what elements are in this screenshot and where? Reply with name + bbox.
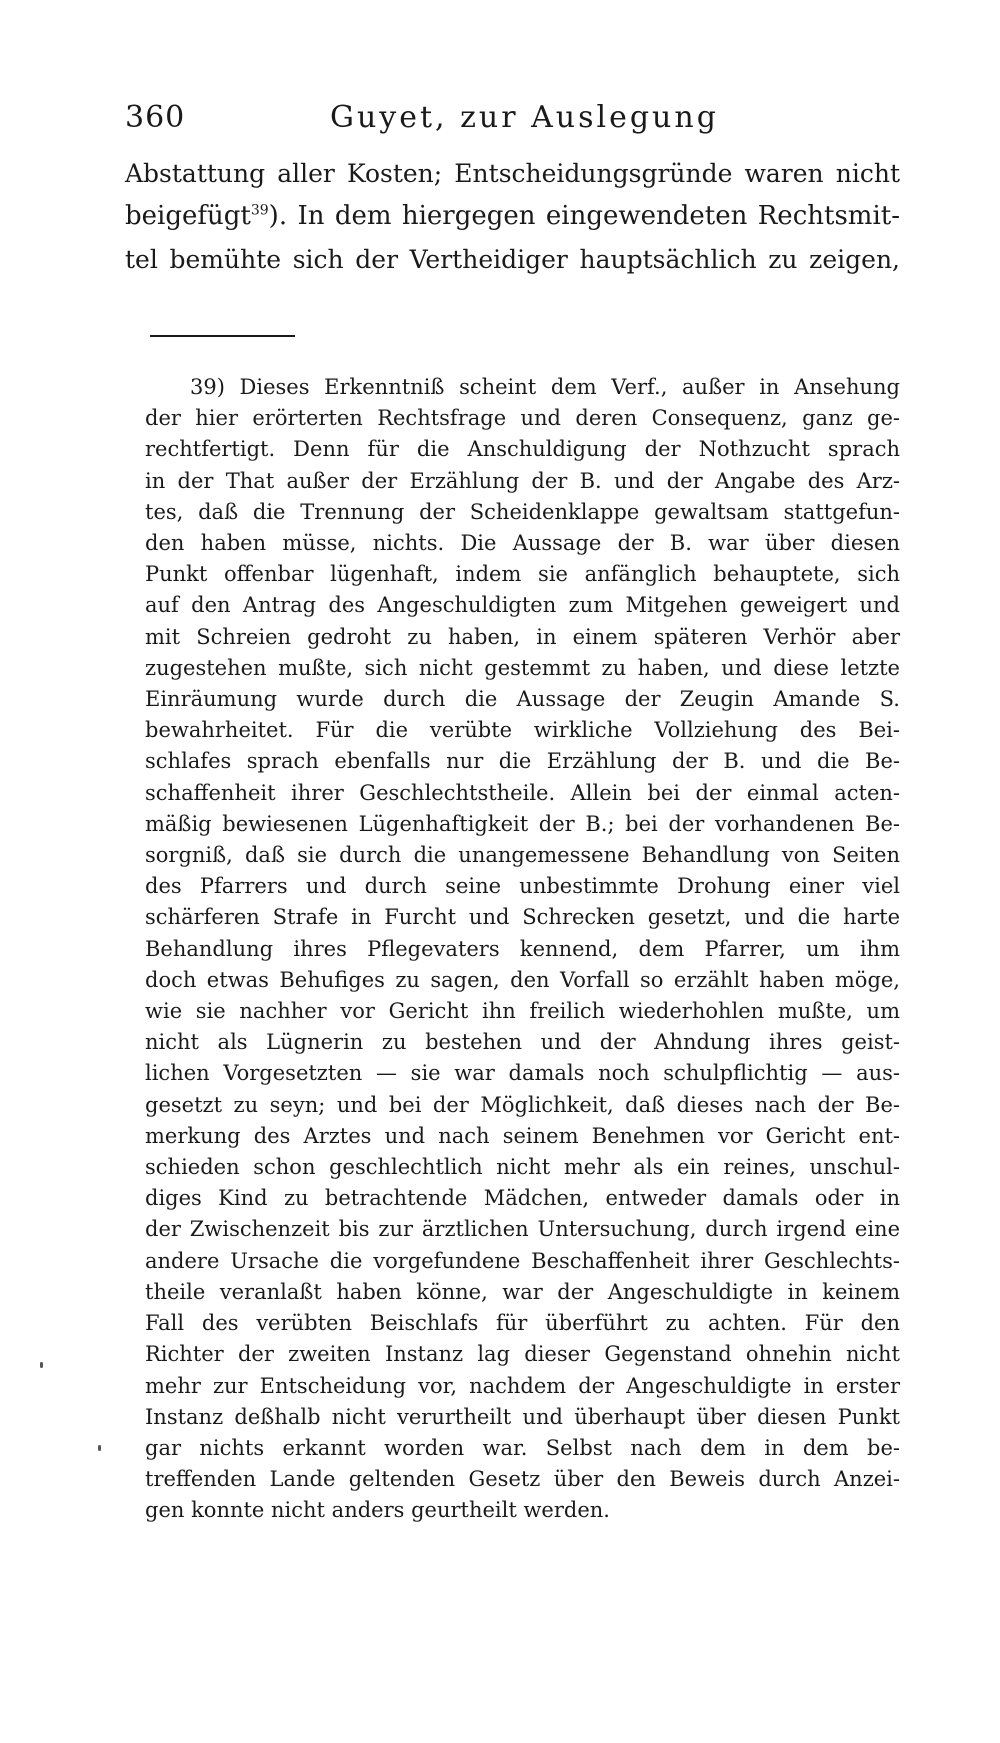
footnote-line: treffenden Lande geltenden Gesetz über den Beweis durch Anzei- (145, 1467, 900, 1492)
footnote-line: nicht als Lügnerin zu bestehen und der Ahndung ihres geist- (145, 1030, 900, 1055)
footnote-block (145, 372, 900, 1527)
page-number: 360 (125, 100, 186, 135)
footnote-line: den haben müsse, nichts. Die Aussage der B. war über diesen (145, 531, 900, 556)
footnote-line: wie sie nachher vor Gericht ihn freilich wiederhohlen mußte, um (145, 999, 900, 1024)
footnote-line: tes, daß die Trennung der Scheidenklappe gewaltsam stattgefun- (145, 499, 900, 524)
text-line: Abstattung aller Kosten; Entscheidungsgründe waren nicht (125, 159, 900, 188)
footnote-line: sorgniß, daß sie durch die unangemessene Behandlung von Seiten (145, 843, 900, 868)
footnote-line: schieden schon geschlechtlich nicht mehr als ein reines, unschul- (145, 1155, 900, 1180)
footnote-separator (150, 335, 295, 337)
footnote-line: der hier erörterten Rechtsfrage und deren Consequenz, ganz ge- (145, 406, 900, 431)
footnote-line: Fall des verübten Beischlafs für überführt zu achten. Für den (145, 1311, 900, 1336)
footnote-line: zugestehen mußte, sich nicht gestemmt zu haben, und diese letzte (145, 655, 900, 680)
footnote-line: mehr zur Entscheidung vor, nachdem der Angeschuldigte in erster (145, 1373, 900, 1398)
page-header (125, 100, 895, 140)
footnote-line: gesetzt zu seyn; und bei der Möglichkeit, daß dieses nach der Be- (145, 1092, 900, 1117)
footnote-line: Behandlung ihres Pflegevaters kennend, dem Pfarrer, um ihm (145, 936, 900, 961)
footnote-line: diges Kind zu betrachtende Mädchen, entweder damals oder in (145, 1186, 900, 1211)
footnote-line: doch etwas Behufiges zu sagen, den Vorfall so erzählt haben möge, (145, 967, 900, 992)
footnote-line: Instanz deßhalb nicht verurtheilt und überhaupt über diesen Punkt (145, 1404, 900, 1429)
footnote-line: rechtfertigt. Denn für die Anschuldigung der Nothzucht sprach (145, 437, 900, 462)
footnote-reference: 39 (250, 202, 269, 219)
footnote-line: auf den Antrag des Angeschuldigten zum Mitgehen geweigert und (145, 593, 900, 618)
footnote-line: der Zwischenzeit bis zur ärztlichen Untersuchung, durch irgend eine (145, 1217, 900, 1242)
footnote-line: 39) Dieses Erkenntniß scheint dem Verf., außer in Ansehung (190, 375, 900, 399)
footnote-line: Richter der zweiten Instanz lag dieser Gegenstand ohnehin nicht (145, 1342, 900, 1367)
text-line: tel bemühte sich der Vertheidiger hauptsächlich zu zeigen, (125, 245, 900, 274)
footnote-line: des Pfarrers und durch seine unbestimmte Drohung einer viel (145, 874, 900, 899)
text-fragment: beigefügt (125, 201, 251, 231)
footnote-line: merkung des Arztes und nach seinem Benehmen vor Gericht ent- (145, 1123, 900, 1148)
footnote-line: mit Schreien gedroht zu haben, in einem späteren Verhör aber (145, 624, 900, 649)
footnote-line: gen konnte nicht anders geurtheilt werden. (145, 1498, 610, 1523)
footnote-line: Einräumung wurde durch die Aussage der Zeugin Amande S. (145, 687, 900, 712)
text-fragment: ). In dem hiergegen eingewendeten Rechtsmit- (268, 201, 900, 231)
footnote-line: gar nichts erkannt worden war. Selbst nach dem in dem be- (145, 1435, 900, 1460)
footnote-line: Punkt offenbar lügenhaft, indem sie anfänglich behauptete, sich (145, 562, 900, 587)
footnote-line: lichen Vorgesetzten — sie war damals noch schulpflichtig — aus- (145, 1061, 900, 1086)
running-head: Guyet, zur Auslegung (330, 100, 719, 135)
scan-speck (40, 1362, 43, 1368)
footnote-line: mäßig bewiesenen Lügenhaftigkeit der B.; bei der vorhandenen Be- (145, 811, 900, 836)
main-text (125, 152, 900, 281)
footnote-line: bewahrheitet. Für die verübte wirkliche Vollziehung des Bei- (145, 718, 900, 743)
text-line (125, 195, 900, 238)
footnote-line: schaffenheit ihrer Geschlechtstheile. Allein bei der einmal acten- (145, 780, 900, 805)
footnote-line: theile veranlaßt haben könne, war der Angeschuldigte in keinem (145, 1279, 900, 1304)
footnote-line: schlafes sprach ebenfalls nur die Erzählung der B. und die Be- (145, 749, 900, 774)
footnote-line: schärferen Strafe in Furcht und Schrecken gesetzt, und die harte (145, 905, 900, 930)
footnote-line: in der That außer der Erzählung der B. und der Angabe des Arz- (145, 468, 900, 493)
footnote-line: andere Ursache die vorgefundene Beschaffenheit ihrer Geschlechts- (145, 1248, 900, 1273)
scan-speck (98, 1445, 101, 1451)
